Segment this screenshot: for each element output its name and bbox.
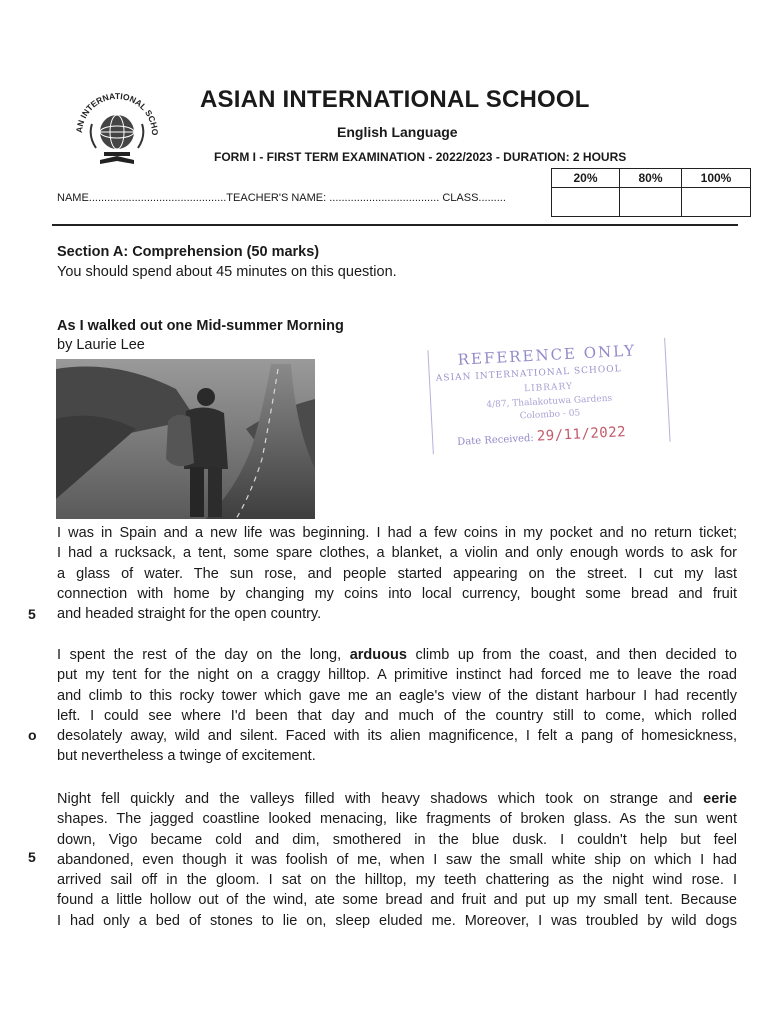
paragraph-line: desolately away, wild and silent. Faced with its alien magnificence, I felt a pang of homesickness, [57,728,737,745]
marks-cell-20 [552,188,620,217]
paragraph-line: I had only a bed of stones to lie on, sleep eluded me. Moreover, I was troubled by wild dogs [57,912,737,929]
marks-cell-80 [620,188,682,217]
vocab-word-arduous: arduous [349,647,407,663]
paragraph-line: a glass of water. The sun rose, and people started appearing on the street. I cut my last [57,565,737,582]
logo-text: AN INTERNATIONAL SCHO [73,90,161,136]
stamp-date-value: 29/11/2022 [536,424,627,445]
line-text: climb up from the coast, and then decided to [406,647,737,663]
paragraph-line: arrived sail off in the gloom. I sat on the hilltop, my teeth chattering as the night wind rose. I [57,872,737,889]
stamp-date-label: Date Received: [457,432,535,448]
vocab-word-eerie: eerie [703,791,737,807]
school-logo [70,84,164,178]
paragraph-line: left. I could see where I'd been that day and much of the country still to come, which rolled [57,707,737,724]
paragraph-line: connection with home by changing my coins into local currency, bought some bread and fruit [57,585,737,602]
paragraph-line: but nevertheless a twinge of excitement. [57,748,316,765]
paragraph-line [57,789,737,809]
marks-cell-100 [682,188,751,217]
paragraph-line: I had a rucksack, a tent, some spare clothes, a blanket, a violin and only enough words to ask for [57,545,737,562]
line-number-10: o [28,727,37,743]
library-stamp [427,338,670,454]
paragraph-line: and climb to this rocky tower which gave me an eagle's view of the distant harbour I had recently [57,687,737,704]
stamp-city: Colombo - 05 [519,408,581,422]
line-text: I spent the rest of the day on the long, [57,647,350,663]
exam-details: FORM I - FIRST TERM EXAMINATION - 2022/2023 - DURATION: 2 HOURS [214,150,627,164]
stamp-school: ASIAN INTERNATIONAL SCHOOL [435,364,622,384]
stamp-library: LIBRARY [523,381,574,395]
line-number-15: 5 [28,849,36,865]
line-text: Night fell quickly and the valleys filled with heavy shadows which took on strange and [57,791,704,807]
marks-header-20: 20% [552,169,620,188]
stamp-address: 4/87, Thalakotuwa Gardens [486,393,613,411]
school-name: ASIAN INTERNATIONAL SCHOOL [200,86,590,113]
subject-title: English Language [337,124,458,140]
header-divider [52,224,738,226]
paragraph-line: found a little hollow out of the wind, ate some bread and fruit and put up my small tent. Because [57,892,737,909]
marks-table [551,168,751,217]
stamp-reference: REFERENCE ONLY [457,341,637,369]
passage-paragraph-3 [57,789,737,931]
stamp-date-row [457,424,627,449]
paragraph-line: and headed straight for the open country. [57,606,322,623]
hiker-photo [56,359,315,519]
paragraph-line [57,645,737,665]
passage-title: As I walked out one Mid-summer Morning [57,318,344,334]
passage-paragraph-1 [57,523,737,624]
marks-header-80: 80% [620,169,682,188]
paragraph-line: down, Vigo became cold and dim, smothered in the blue dusk. I couldn't help but feel [57,831,737,848]
marks-header-100: 100% [682,169,751,188]
paragraph-line: shapes. The jagged coastline looked menacing, like fragments of broken glass. As the sun went [57,811,737,828]
section-instruction: You should spend about 45 minutes on this question. [57,264,397,280]
passage-author: by Laurie Lee [57,337,145,353]
passage-paragraph-2 [57,645,737,767]
paragraph-line: I was in Spain and a new life was beginning. I had a few coins in my pocket and no return ticket; [57,525,737,541]
paragraph-line: put my tent for the night on a craggy hilltop. A primitive instinct had forced me to leave the road [57,667,737,684]
student-info-line: NAME.............................................TEACHER'S NAME: .................................... CLASS......... [57,192,506,204]
line-number-5: 5 [28,606,36,622]
section-title: Section A: Comprehension (50 marks) [57,244,320,260]
paragraph-line: abandoned, even though it was foolish of me, when I saw the small white ship on which I had [57,851,737,868]
